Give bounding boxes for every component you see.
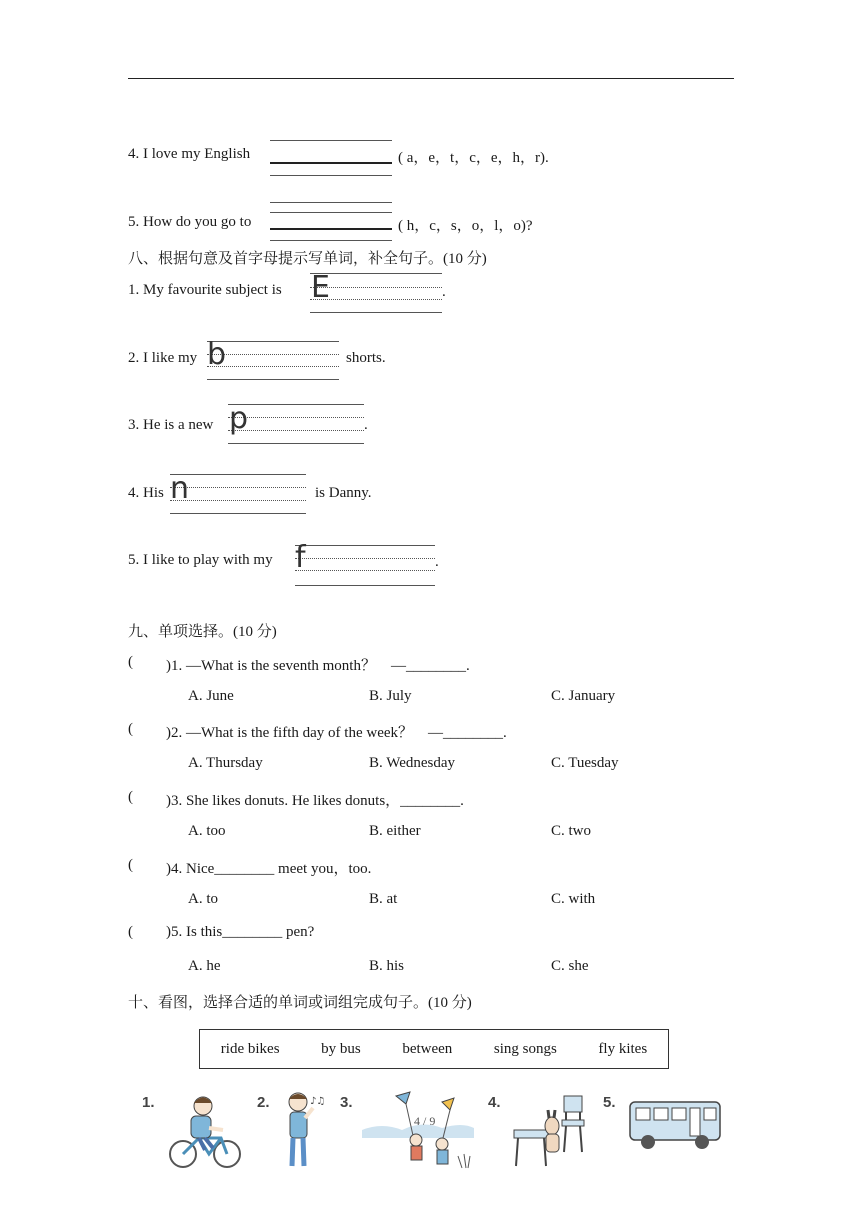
answer-paren[interactable]: ( bbox=[128, 789, 133, 805]
hint-letter: f bbox=[295, 540, 306, 575]
item-suffix: . bbox=[364, 417, 368, 433]
item-suffix: . bbox=[442, 284, 446, 300]
option-b: B. Wednesday bbox=[369, 755, 456, 771]
option-a: A. to bbox=[188, 891, 218, 907]
writing-line bbox=[228, 443, 364, 444]
dotted-guide bbox=[295, 558, 435, 559]
dotted-guide bbox=[207, 354, 339, 355]
picture-number: 4. bbox=[488, 1094, 501, 1111]
option-b: B. his bbox=[369, 958, 405, 974]
option-a: A. Thursday bbox=[188, 755, 263, 771]
q4-prefix: 4. I love my English bbox=[128, 146, 251, 162]
dotted-guide bbox=[170, 487, 306, 488]
writing-line bbox=[170, 474, 306, 475]
svg-text:♪♫: ♪♫ bbox=[310, 1096, 326, 1107]
dotted-guide bbox=[207, 366, 339, 367]
hint-letter: p bbox=[229, 401, 249, 436]
option-c: C. January bbox=[551, 688, 616, 704]
writing-line bbox=[270, 140, 392, 141]
picture-number: 1. bbox=[142, 1094, 155, 1111]
hint-letter: E bbox=[311, 270, 330, 305]
q5-prefix: 5. How do you go to bbox=[128, 214, 252, 230]
item-prefix: 4. His bbox=[128, 485, 164, 501]
word-bank-item: sing songs bbox=[493, 1040, 557, 1057]
option-a: A. he bbox=[188, 958, 221, 974]
picture-number: 3. bbox=[340, 1094, 353, 1111]
writing-line bbox=[270, 212, 392, 213]
option-b: B. July bbox=[369, 688, 412, 704]
bus-illustration bbox=[628, 1098, 724, 1156]
option-a: A. too bbox=[188, 823, 226, 839]
boy-riding-bike-illustration bbox=[165, 1090, 245, 1172]
kids-flying-kites-illustration bbox=[362, 1090, 474, 1172]
dotted-guide bbox=[228, 430, 364, 431]
option-a: A. June bbox=[188, 688, 234, 704]
hint-letter: n bbox=[170, 471, 190, 506]
dotted-guide bbox=[170, 500, 306, 501]
item-suffix: shorts. bbox=[346, 350, 386, 366]
writing-line bbox=[270, 175, 392, 176]
item-suffix: is Danny. bbox=[315, 485, 372, 501]
word-bank-item: ride bikes bbox=[220, 1040, 280, 1057]
boy-singing-illustration bbox=[280, 1090, 326, 1172]
question-stem: )5. Is this________ pen? bbox=[166, 924, 315, 940]
writing-line bbox=[270, 202, 392, 203]
section10-heading: 十、看图，选择合适的单词或词组完成句子。(10 分) bbox=[128, 995, 472, 1011]
word-bank-item: between bbox=[402, 1040, 453, 1057]
question-stem: )1. —What is the seventh month？ —________. bbox=[166, 658, 470, 674]
answer-paren[interactable]: ( bbox=[128, 924, 133, 940]
answer-paren[interactable]: ( bbox=[128, 721, 133, 737]
item-suffix: . bbox=[435, 554, 439, 570]
picture-number: 5. bbox=[603, 1094, 616, 1111]
answer-paren[interactable]: ( bbox=[128, 857, 133, 873]
picture-number: 2. bbox=[257, 1094, 270, 1111]
header-rule bbox=[128, 78, 734, 79]
item-prefix: 2. I like my bbox=[128, 350, 198, 366]
word-bank-item: fly kites bbox=[598, 1040, 648, 1057]
option-c: C. Tuesday bbox=[551, 755, 619, 771]
writing-line bbox=[270, 240, 392, 241]
section9-heading: 九、单项选择。(10 分) bbox=[128, 624, 277, 640]
hint-letter: b bbox=[207, 337, 227, 372]
writing-line bbox=[207, 379, 339, 380]
option-c: C. two bbox=[551, 823, 592, 839]
dotted-guide bbox=[228, 417, 364, 418]
item-prefix: 1. My favourite subject is bbox=[128, 282, 282, 298]
question-stem: )2. —What is the fifth day of the week？ —________. bbox=[166, 725, 507, 741]
option-c: C. she bbox=[551, 958, 589, 974]
question-stem: )3. She likes donuts. He likes donuts，________. bbox=[166, 793, 464, 809]
writing-line bbox=[295, 545, 435, 546]
section8-heading: 八、根据句意及首字母提示写单词，补全句子。(10 分) bbox=[128, 251, 487, 267]
item-prefix: 3. He is a new bbox=[128, 417, 214, 433]
desk-and-chair-illustration bbox=[510, 1090, 590, 1172]
answer-paren[interactable]: ( bbox=[128, 654, 133, 670]
item-prefix: 5. I like to play with my bbox=[128, 552, 273, 568]
writing-line bbox=[295, 585, 435, 586]
writing-line bbox=[310, 312, 442, 313]
question-stem: )4. Nice________ meet you，too. bbox=[166, 861, 372, 877]
writing-line bbox=[207, 341, 339, 342]
option-b: B. at bbox=[369, 891, 398, 907]
q4-suffix: ( a，e，t，c，e，h，r). bbox=[398, 150, 549, 166]
dotted-guide bbox=[295, 570, 435, 571]
option-c: C. with bbox=[551, 891, 596, 907]
word-bank-item: by bus bbox=[321, 1040, 361, 1057]
writing-line bbox=[170, 513, 306, 514]
word-bank bbox=[199, 1029, 669, 1069]
writing-line bbox=[228, 404, 364, 405]
answer-line[interactable] bbox=[270, 162, 392, 164]
page-number: 4 / 9 bbox=[414, 1114, 436, 1128]
option-b: B. either bbox=[369, 823, 421, 839]
answer-line[interactable] bbox=[270, 228, 392, 230]
q5-suffix: ( h，c，s，o，l，o)? bbox=[398, 218, 533, 234]
